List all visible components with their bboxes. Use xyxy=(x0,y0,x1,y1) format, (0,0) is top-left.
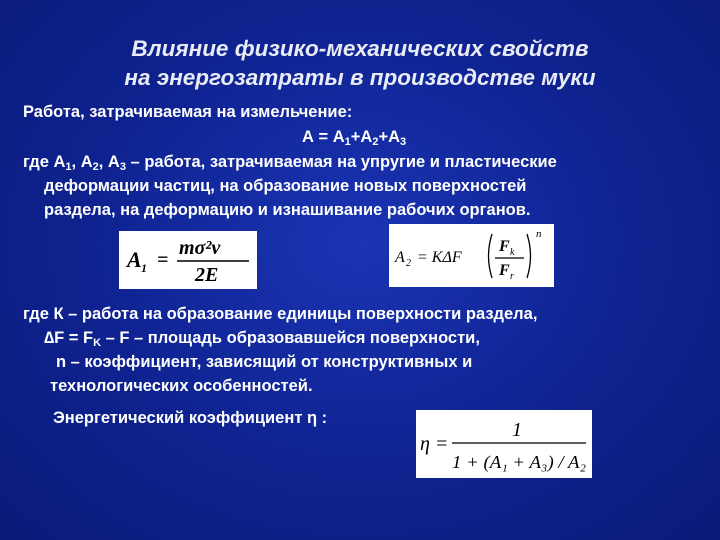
where-line-3: раздела, на деформацию и изнашивание рабочих органов. xyxy=(44,201,531,219)
svg-text:2E: 2E xyxy=(195,264,219,286)
where2-line-1: где К – работа на образование единицы поверхности раздела, xyxy=(23,305,538,323)
formula-a1 xyxy=(119,231,257,289)
svg-text:2: 2 xyxy=(406,258,411,269)
svg-text:1: 1 xyxy=(141,261,147,275)
svg-text:F: F xyxy=(499,238,510,255)
title-line-2: на энергозатраты в производстве муки xyxy=(124,65,596,90)
svg-text:mσ²ν: mσ²ν xyxy=(179,237,221,259)
svg-text:1 + (A₁ + A₃) / A₂: 1 + (A₁ + A₃) / A₂ xyxy=(452,452,581,472)
formula-eta xyxy=(416,410,592,478)
svg-text:A: A xyxy=(395,249,405,266)
svg-text:= KΔF: = KΔF xyxy=(417,249,462,266)
intro-text: Работа, затрачиваемая на измельчение: xyxy=(23,103,353,121)
svg-text:k: k xyxy=(510,247,515,258)
title-line-1: Влияние физико-механических свойств xyxy=(131,36,589,61)
where-line-2: деформации частиц, на образование новых поверхностей xyxy=(44,177,527,195)
svg-text:=: = xyxy=(157,249,169,271)
svg-text:F: F xyxy=(499,262,510,279)
sum-formula: $А = А_1+А_2+А_3$ xyxy=(302,128,407,148)
svg-text:r: r xyxy=(510,271,514,282)
energy-coefficient-label: Энергетический коэффициент η : xyxy=(53,409,328,427)
where2-line-4: технологических особенностей. xyxy=(50,377,313,395)
where-line-1: где $А_1$, $А_2$, $А_3$ – работа, затрачиваемая на упругие и пластические xyxy=(23,153,557,173)
formula-a2 xyxy=(389,224,554,287)
where2-line-3: n – коэффициент, зависящий от конструктивных и xyxy=(56,353,473,371)
svg-text:1: 1 xyxy=(512,419,522,441)
svg-text:A: A xyxy=(127,247,142,272)
svg-text:η =: η = xyxy=(420,433,449,455)
slide-title xyxy=(40,34,680,92)
where2-line-2: $\Delta F = F_K - F$ – площадь образовавшейся поверхности, xyxy=(44,329,480,349)
svg-text:n: n xyxy=(536,228,542,240)
